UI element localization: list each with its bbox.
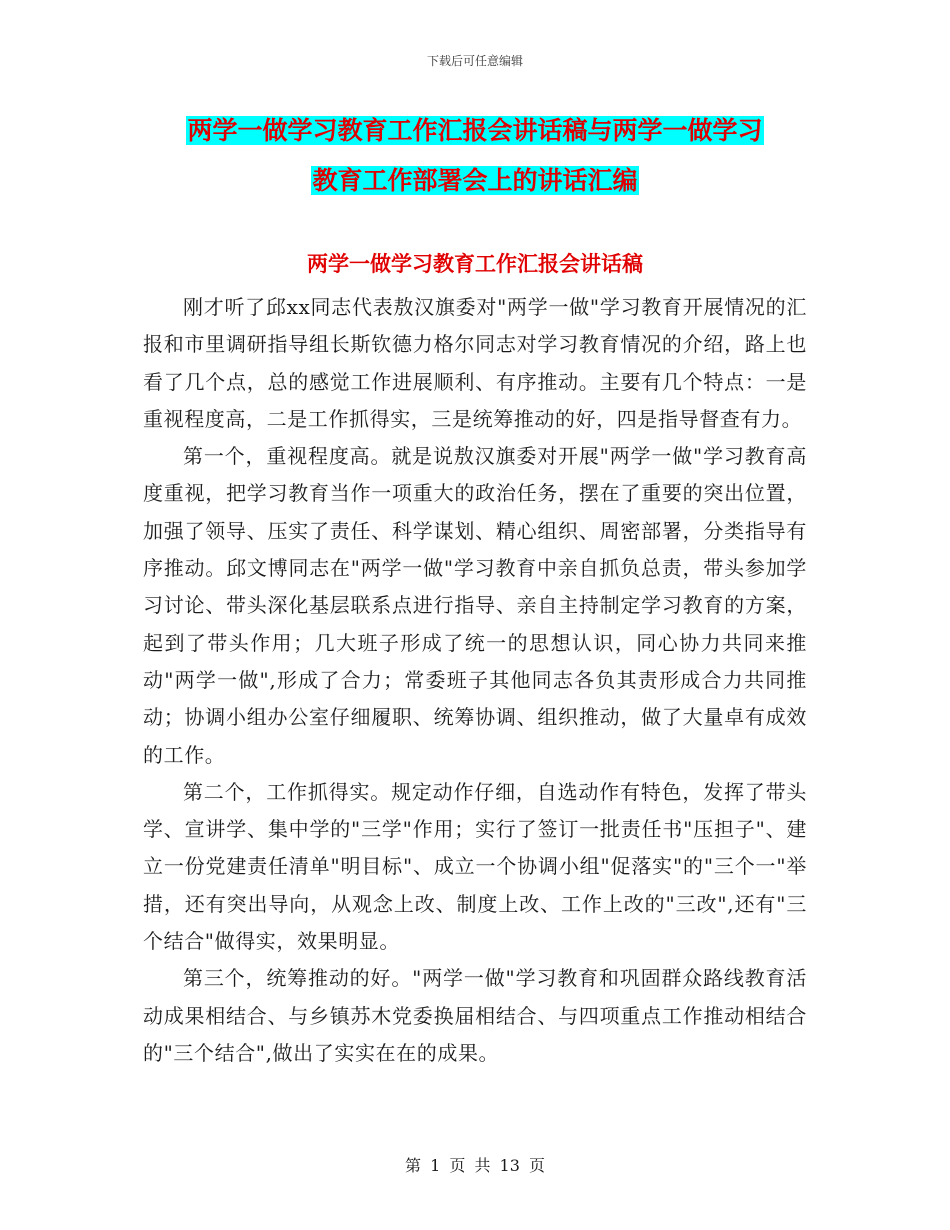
title-line-2: 教育工作部署会上的讲话汇编 (312, 166, 638, 195)
document-title (143, 106, 807, 206)
title-line-1: 两学一做学习教育工作汇报会讲话稿与两学一做学习 (187, 116, 763, 145)
document-body (143, 289, 807, 1072)
page-header: 下载后可任意编辑 (426, 54, 523, 68)
paragraph: 第一个，重视程度高。就是说敖汉旗委对开展"两学一做"学习教育高度重视，把学习教育当作一项重大的政治任务，摆在了重要的突出位置，加强了领导、压实了责任、科学谋划、精心组织、周密部署，分类指导有序推动。邱文博同志在"两学一做"学习教育中亲自抓负总责，带头参加学习讨论、带头深化基层联系点进行指导、亲自主持制定学习教育的方案，起到了带头作用；几大班子形成了统一的思想认识，同心协力共同来推动"两学一做",形成了合力；常委班子其他同志各负其责形成合力共同推动；协调小组办公室仔细履职、统筹协调、组织推动，做了大量卓有成效的工作。 (143, 444, 807, 767)
section-title: 两学一做学习教育工作汇报会讲话稿 (307, 252, 643, 276)
paragraph: 第二个，工作抓得实。规定动作仔细，自选动作有特色，发挥了带头学、宣讲学、集中学的"三学"作用；实行了签订一批责任书"压担子"、建立一份党建责任清单"明目标"、成立一个协调小组"促落实"的"三个一"举措，还有突出导向，从观念上改、制度上改、工作上改的"三改",还有"三个结合"做得实，效果明显。 (143, 779, 807, 954)
paragraph: 第三个，统筹推动的好。"两学一做"学习教育和巩固群众路线教育活动成果相结合、与乡镇苏木党委换届相结合、与四项重点工作推动相结合的"三个结合",做出了实实在在的成果。 (143, 966, 807, 1065)
page-footer: 第 1 页 共 13 页 (405, 1156, 545, 1175)
paragraph: 刚才听了邱xx同志代表敖汉旗委对"两学一做"学习教育开展情况的汇报和市里调研指导组长斯钦德力格尔同志对学习教育情况的介绍，路上也看了几个点，总的感觉工作进展顺利、有序推动。主要有几个特点：一是重视程度高，二是工作抓得实，三是统筹推动的好，四是指导督查有力。 (143, 295, 807, 431)
